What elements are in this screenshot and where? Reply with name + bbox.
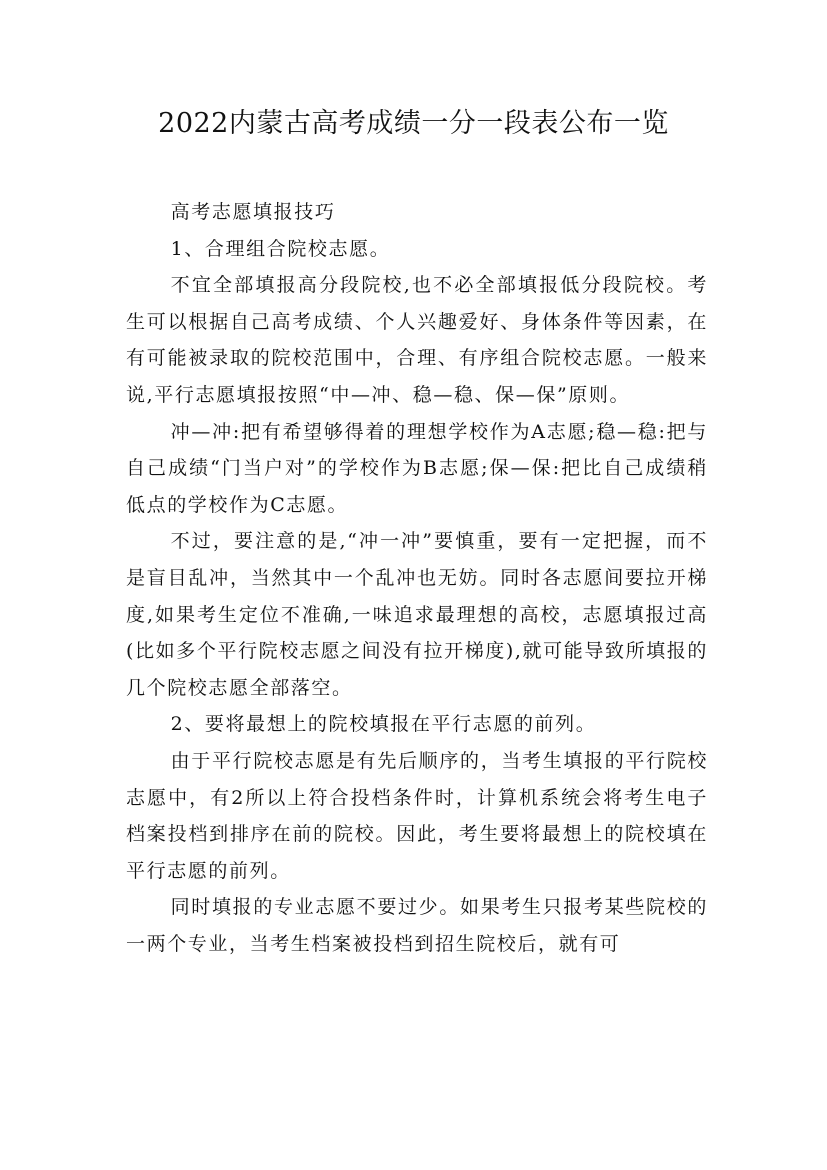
paragraph: 不过，要注意的是,“冲一冲”要慎重，要有一定把握，而不是盲目乱冲，当然其中一个乱冲也无妨。同时各志愿间要拉开梯度,如果考生定位不准确,一味追求最理想的高校，志愿填报过高(比如多个平行院校志愿之间没有拉开梯度),就可能导致所填报的几个院校志愿全部落空。: [126, 530, 708, 699]
subheading-1: 1、合理组合院校志愿。: [170, 237, 391, 260]
paragraph: 不宜全部填报高分段院校,也不必全部填报低分段院校。考生可以根据自己高考成绩、个人兴趣爱好、身体条件等因素，在有可能被录取的院校范围中，合理、有序组合院校志愿。一般来说,平行志愿填报按照“中—冲、稳—稳、保—保”原则。: [126, 274, 708, 406]
section-heading: 高考志愿填报技巧: [170, 201, 336, 223]
paragraph: 冲—冲:把有希望够得着的理想学校作为A志愿;稳—稳:把与自己成绩“门当户对”的学校作为B志愿;保—保:把比自己成绩稍低点的学校作为C志愿。: [126, 420, 708, 516]
subheading-2: 2、要将最想上的院校填报在平行志愿的前列。: [170, 713, 597, 736]
paragraph: 同时填报的专业志愿不要过少。如果考生只报考某些院校的一两个专业，当考生档案被投档到招生院校后，就有可: [126, 896, 708, 955]
document-title: 2022内蒙古高考成绩一分一段表公布一览: [158, 108, 669, 139]
paragraph: 由于平行院校志愿是有先后顺序的，当考生填报的平行院校志愿中，有2所以上符合投档条件时，计算机系统会将考生电子档案投档到排序在前的院校。因此，考生要将最想上的院校填在平行志愿的前列。: [126, 749, 708, 882]
document-body: [126, 194, 708, 962]
